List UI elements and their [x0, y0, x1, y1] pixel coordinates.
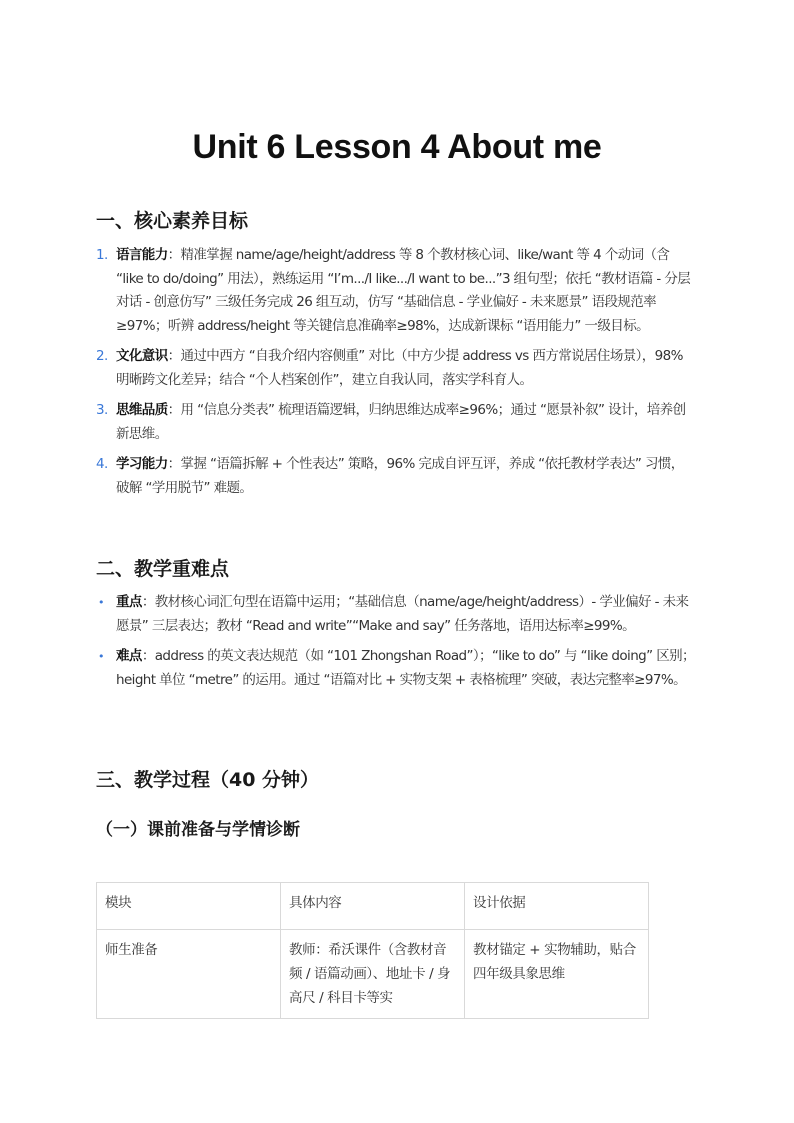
- item-text: ：通过中西方 “自我介绍内容侧重” 对比（中方少提 address vs 西方常说居住场景），98% 明晰跨文化差异；结合 “个人档案创作”，建立自我认同，落实学科育人。: [116, 348, 683, 388]
- subsection-heading: （一）课前准备与学情诊断: [96, 820, 300, 840]
- list-number: 2.: [96, 348, 108, 364]
- item-label: 语言能力: [116, 247, 168, 263]
- lesson-table: [96, 882, 649, 1019]
- table-cell: 师生准备: [97, 930, 281, 1019]
- list-number: 3.: [96, 402, 108, 418]
- item-text: ：掌握 “语篇拆解 + 个性表达” 策略，96% 完成自评互评，养成 “依托教材学表达” 习惯，破解 “学用脱节” 难题。: [116, 456, 684, 496]
- table-header-row: [97, 883, 649, 930]
- list-item: [96, 244, 696, 338]
- list-item: [96, 645, 696, 692]
- list-item: [96, 345, 696, 392]
- table-row: [97, 930, 649, 1019]
- section-heading-objectives: 一、核心素养目标: [96, 210, 249, 232]
- list-item: [96, 399, 696, 446]
- item-label: 文化意识: [116, 348, 168, 364]
- section-heading-process: 三、教学过程（40 分钟）: [96, 769, 320, 791]
- list-item: [96, 591, 696, 638]
- list-item: [96, 453, 696, 500]
- objectives-list: [96, 244, 696, 507]
- table-header-cell: 模块: [97, 883, 281, 930]
- item-text: ：精准掌握 name/age/height/address 等 8 个教材核心词、like/want 等 4 个动词（含 “like to do/doing” 用法），熟练运用 “I’m.../I like.../I want to be...”3 组句型；依托 “教材语篇 - 分层对话 - 创意仿写” 三级任务完成 26 组互动，仿写 “基础信息 - 学业偏好 - 未来愿景” 语段规范率≥97%；听辨 address/height 等关键信息准确率≥98%，达成新课标 “语用能力” 一级目标。: [116, 247, 691, 334]
- bullet-icon: •: [98, 596, 104, 609]
- table-cell: 教师：希沃课件（含教材音频 / 语篇动画）、地址卡 / 身高尺 / 科目卡等实: [281, 930, 465, 1019]
- section-heading-key-points: 二、教学重难点: [96, 558, 230, 580]
- list-number: 4.: [96, 456, 108, 472]
- item-text: ：用 “信息分类表” 梳理语篇逻辑，归纳思维达成率≥96%；通过 “愿景补叙” 设计，培养创新思维。: [116, 402, 686, 442]
- list-number: 1.: [96, 247, 108, 263]
- key-points-list: [96, 591, 696, 699]
- item-label: 重点: [116, 594, 142, 610]
- item-text: ：教材核心词汇句型在语篇中运用；“基础信息（name/age/height/address）- 学业偏好 - 未来愿景” 三层表达；教材 “Read and write”“Make and say” 任务落地，语用达标率≥99%。: [116, 594, 689, 634]
- bullet-icon: •: [98, 650, 104, 663]
- table-header-cell: 具体内容: [281, 883, 465, 930]
- item-label: 思维品质: [116, 402, 168, 418]
- document-title: Unit 6 Lesson 4 About me: [192, 128, 602, 166]
- table-header-cell: 设计依据: [465, 883, 649, 930]
- item-text: ：address 的英文表达规范（如 “101 Zhongshan Road”）；“like to do” 与 “like doing” 区别；height 单位 “metre” 的运用。通过 “语篇对比 + 实物支架 + 表格梳理” 突破，表达完整率≥97%。: [116, 648, 695, 688]
- item-label: 难点: [116, 648, 142, 664]
- table-cell: 教材锚定 + 实物辅助，贴合四年级具象思维: [465, 930, 649, 1019]
- item-label: 学习能力: [116, 456, 168, 472]
